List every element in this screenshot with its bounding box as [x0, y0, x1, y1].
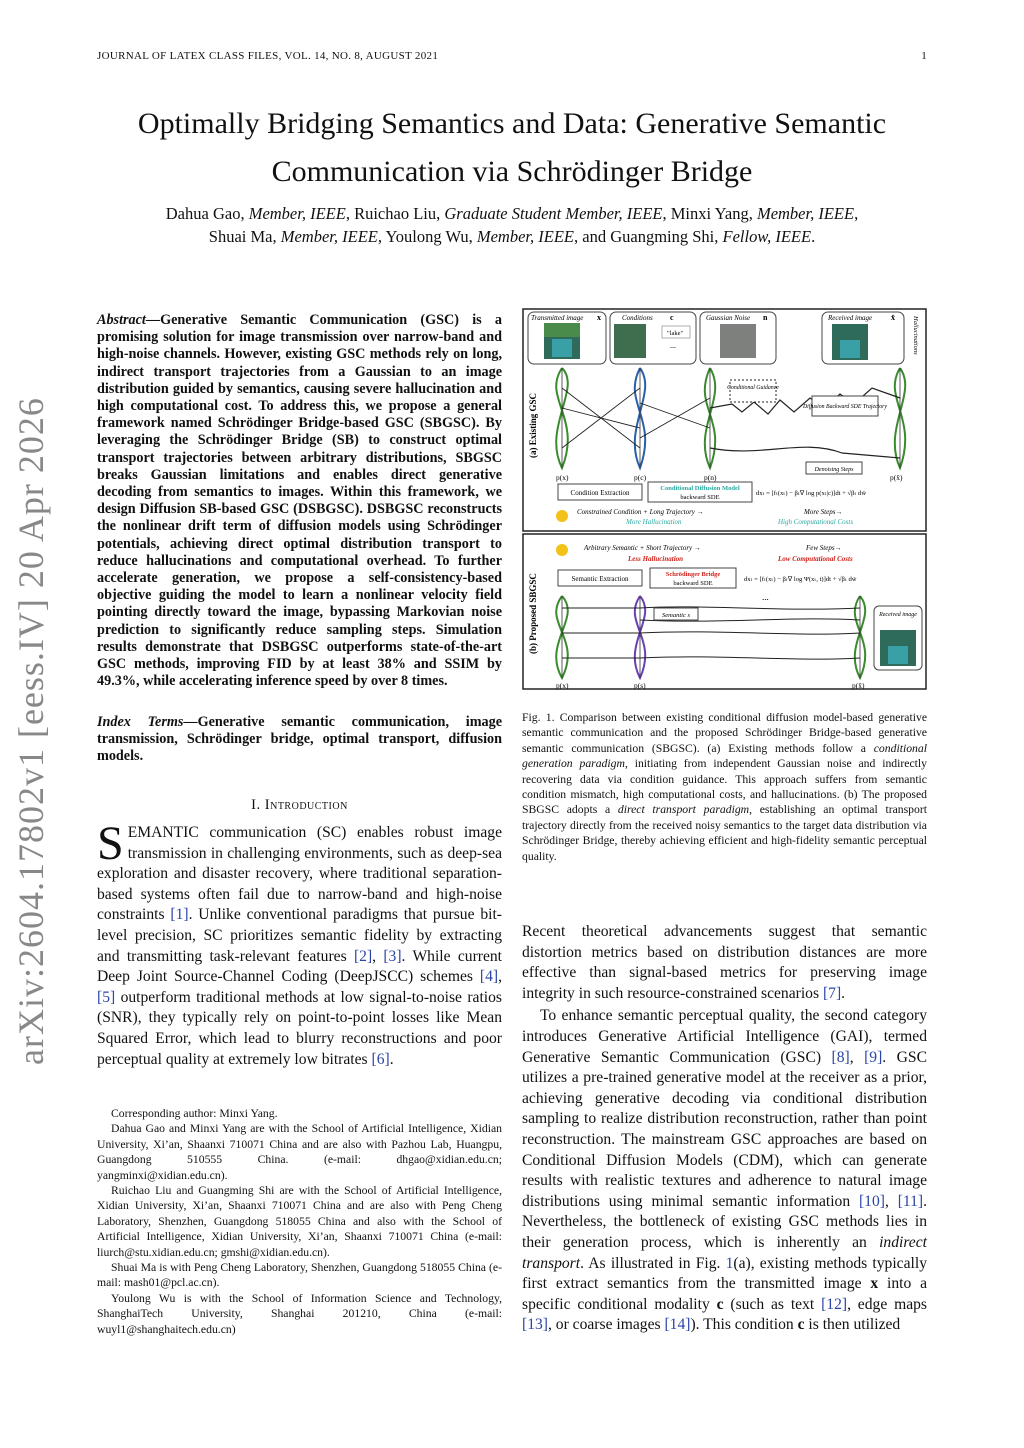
text-run: into a specific conditional modality [522, 1275, 927, 1313]
conditional-guidance-label: Conditional Guidance [727, 385, 779, 391]
paragraph [522, 922, 927, 1004]
citation-link[interactable]: [5] [97, 988, 116, 1006]
conditions-symbol: c [670, 313, 674, 322]
constrained-text: Constrained Condition + Long Trajectory → [577, 508, 704, 516]
text-run: , [849, 1048, 865, 1066]
figure-link[interactable]: 1 [725, 1254, 734, 1272]
journal-name: JOURNAL OF LATEX CLASS FILES, VOL. 14, NO. 8, AUGUST 2021 [97, 50, 439, 62]
math-symbol: c [716, 1295, 724, 1313]
text-run: . [389, 1050, 394, 1068]
citation-link[interactable]: [7] [822, 984, 842, 1002]
citation-link[interactable]: [8] [831, 1048, 850, 1066]
figure-1-diagram [522, 308, 927, 690]
intro-paragraph [97, 817, 502, 1070]
text-run: , [498, 968, 502, 986]
author-role: Member, IEEE [476, 227, 574, 246]
text-run: . As illustrated in Fig. [580, 1254, 726, 1272]
author-name: , Minxi Yang, [662, 204, 757, 223]
paragraph [522, 1006, 927, 1336]
footnote: Youlong Wu is with the School of Information Science and Technology, ShanghaiTech University, Shanghai 201210, China (e-mail: wuyl1@shanghaitech.edu.cn) [97, 1291, 502, 1336]
thumb-water [552, 339, 572, 357]
pn-label: p(n) [704, 473, 717, 482]
pc-label: p(c) [634, 473, 647, 482]
received-image-label: Received image [828, 314, 873, 322]
citation-link[interactable]: [4] [479, 968, 499, 986]
citation-link[interactable]: [2] [353, 947, 373, 965]
received-image-b-label: Received image [879, 612, 917, 618]
section-heading [97, 797, 502, 814]
drop-cap: S [97, 817, 124, 870]
footnote: Corresponding author: Minxi Yang. [111, 1107, 278, 1120]
author-name: , [854, 204, 859, 223]
condition-text: "lake" [667, 330, 684, 337]
semantic-extraction-label: Semantic Extraction [571, 575, 629, 583]
author-line-2 [80, 225, 944, 248]
author-list [80, 202, 944, 248]
index-terms-text: —Generative semantic communication, image transmission, Schrödinger bridge, optimal transport, diffusion models. [97, 714, 503, 765]
thumb-water [840, 340, 860, 358]
text-run: ). This condition [690, 1316, 798, 1334]
citation-link[interactable]: [9] [864, 1048, 883, 1066]
author-line-1 [80, 202, 944, 225]
running-header [97, 50, 927, 62]
arbitrary-text: Arbitrary Semantic + Short Trajectory → [584, 544, 701, 552]
thumb-water [888, 646, 908, 664]
conditional-guidance-box [730, 380, 776, 402]
low-cost-text: Low Computational Costs [778, 555, 853, 563]
noise-overlay [720, 324, 756, 358]
text-run: To enhance semantic perceptual quality, the second category introduces Generative Artificial Intelligence (GAI), termed Generative Semantic Communication (GSC) [522, 1007, 927, 1066]
page-number: 1 [921, 50, 927, 62]
citation-link[interactable]: [3] [383, 947, 402, 965]
ps-label: p(s) [634, 681, 646, 690]
text-run: Recent theoretical advancements suggest that semantic distortion metrics based on distribution distances are more effective than signal-based metrics for preserving image integrity in such resource-constrained scenarios [522, 923, 927, 1002]
equation-a: dxₜ = [fₜ(xₜ) − βₜ∇ log p(xₜ|c)]dt + √βₜ dw̄ [756, 490, 867, 497]
footnote: Ruichao Liu and Guangming Shi are with the School of Artificial Intelligence, Xidian University, Xi’an, Shaanxi 710071 China and are also with Peng Cheng Laboratory, Shenzhen, Guangdong 518055 China and also with the School of Artificial Intelligence, Xidian University, Xi’an, Shaanxi 710071 China (e-mail: liurch@stu.xidian.edu.cn; gmshi@xidian.edu.cn). [97, 1184, 502, 1259]
semantic-s-label: Semantic s [662, 612, 690, 619]
abstract [97, 312, 502, 690]
sb-subtitle: backward SDE [673, 580, 713, 587]
text-run: Comparison between existing conditional diffusion model-based generative semantic communication and the proposed Schrödinger Bridge-based generative semantic communication (SBGSC). (a) Existing methods follow a [522, 711, 928, 755]
px-label: p(x) [556, 473, 569, 482]
condition-extraction-label: Condition Extraction [570, 489, 630, 497]
text-run: EMANTIC communication (SC) enables robust image transmission in challenging environments, such as deep-sea exploration and disaster recovery, where traditional separation-based systems often fail due to narrow-band and high-noise constraints [97, 824, 502, 924]
text-run: direct transport paradigm [617, 803, 750, 817]
arxiv-watermark[interactable]: arXiv:2604.17802v1 [eess.IV] 20 Apr 2026 [11, 397, 51, 1065]
text-run: (such as text [723, 1295, 822, 1313]
author-name: , Youlong Wu, [377, 227, 477, 246]
text-run: (a), existing methods typically first extract semantics from the transmitted image [522, 1254, 927, 1293]
pxhat-label: p(x̂) [890, 473, 903, 482]
text-run: . While current Deep Joint Source-Channel Coding (DeepJSCC) schemes [97, 947, 502, 986]
paper-title: Optimally Bridging Semantics and Data: Generative Semantic Communication via Schrödinger Bridge [137, 107, 887, 188]
author-name: . [811, 227, 816, 246]
text-run: , [884, 1192, 898, 1210]
citation-link[interactable]: [6] [371, 1050, 390, 1068]
denoising-steps-label: Denoising Steps [814, 467, 854, 473]
citation-link[interactable]: [14] [664, 1316, 691, 1334]
citation-link[interactable]: [12] [821, 1295, 848, 1313]
transmitted-image-symbol: x [597, 313, 601, 322]
text-run: , establishing an optimal transport trajectory directly from the received noisy semantics to the target data distribution via Schrödinger Bridge, thereby achieving efficient and high-fidelity semantic perceptual quality. [522, 803, 928, 863]
text-run: . [841, 984, 846, 1002]
author-role: Member, IEEE [248, 204, 346, 223]
text-run: conditional generation paradigm [522, 741, 927, 771]
sb-title: Schrödinger Bridge [665, 571, 721, 578]
condition-image-thumb [614, 324, 646, 358]
text-run: outperform traditional methods at low signal-to-noise ratios (SNR), they typically rely on point-to-point losses like Mean Squared Error, which lead to blurry reconstructions and poor perceptual quality at extremely low bitrates [97, 988, 502, 1068]
author-name: Shuai Ma, [208, 227, 281, 246]
panel-b-label: (b) Proposed SBGSC [528, 573, 538, 654]
condition-ellipsis: ... [670, 341, 676, 350]
text-run: , initiating from independent Gaussian noise and indirectly recovering data via condition guidance. This approach suffers from semantic condition mismatch, high computational costs, and hallucinations. (b) The proposed SBGSC adopts a [522, 757, 927, 817]
author-name: , Ruichao Liu, [345, 204, 445, 223]
text-run: , edge maps [847, 1295, 927, 1313]
more-steps-text: More Steps→ [804, 508, 843, 516]
author-role: Fellow, IEEE [722, 227, 812, 246]
footnotes [97, 1106, 502, 1337]
hallucinations-label: Hallucinations [912, 316, 919, 355]
figure-caption [522, 710, 927, 864]
author-name: Dahua Gao, [165, 204, 249, 223]
thumb-trees [544, 323, 580, 337]
figure-1 [522, 308, 927, 690]
gaussian-noise-symbol: n [763, 313, 768, 322]
citation-link[interactable]: [11] [897, 1192, 924, 1210]
citation-link[interactable]: [13] [522, 1316, 548, 1334]
math-symbol: x [870, 1275, 879, 1293]
px-label-b: p(x) [556, 681, 569, 690]
panel-a-label: (a) Existing GSC [528, 392, 538, 458]
text-run: indirect transport [522, 1233, 927, 1272]
sad-face-icon [556, 510, 568, 522]
transmitted-image-label: Transmitted image [531, 314, 584, 322]
footnote: Shuai Ma is with Peng Cheng Laboratory, Shenzhen, Guangdong 518055 China (e-mail: mash01@pcl.ac.cn). [97, 1261, 502, 1290]
abstract-text: —Generative Semantic Communication (GSC) is a promising solution for image transmission over narrow-band and high-noise channels. However, existing GSC methods rely on long, indirect transport trajectories from a Gaussian to an image distribution guided by semantics, causing severe hallucination and high computational cost. To address this, we propose a general framework named Schrödinger Bridge-based GSC (SBGSC). By leveraging the Schrödinger Bridge (SB) to construct optimal transport trajectories between arbitrary distributions, SBGSC breaks Gaussian limitations and enables direct generative decoding from semantics to images. Within this framework, we design Diffusion SB-based GSC (DSBGSC). DSBGSC reconstructs the nonlinear drift term of diffusion models using Schrödinger potentials, achieving direct optimal distribution transport to reduce hallucinations and computational overhead. To further accelerate generation, we propose a self-consistency-based objective guiding the model to learn a nonlinear velocity field pointing directly toward the image, bypassing Markovian noise prediction to significantly reduce sampling steps. Simulation results demonstrate that DSBGSC outperforms state-of-the-art GSC methods, improving FID by at least 38% and SSIM by 49.3%, while accelerating inference speed by over 8 times. [97, 312, 502, 690]
gaussian-noise-label: Gaussian Noise [706, 314, 751, 322]
right-column-text [522, 922, 927, 1336]
text-run: is then utilized [804, 1316, 901, 1334]
received-image-symbol: x̂ [891, 313, 895, 322]
happy-face-icon [556, 544, 568, 556]
section-title: Introduction [264, 797, 348, 813]
text-run: , [372, 947, 384, 965]
citation-link[interactable]: [1] [170, 906, 189, 924]
author-role: Graduate Student Member, IEEE [444, 204, 663, 223]
index-terms [97, 714, 502, 766]
math-symbol: c [797, 1316, 805, 1334]
author-name: , and Guangming Shi, [574, 227, 723, 246]
text-run: . GSC utilizes a pre-trained generative model at the receiver as a prior, achieving generative decoding via conditional distribution sampling to realize distribution reconstruction, rather than point reconstruction. The mainstream GSC approaches are based on Conditional Diffusion Models (CDM), which can generate results with realistic textures and adherence to natural image distributions using minimal semantic information [522, 1048, 927, 1210]
conditions-label: Conditions [622, 314, 653, 322]
equation-b: dxₜ = [fₜ(xₜ) − βₜ∇ log Ψ(xₜ, t)]dt + √βₜ dw̄ [744, 576, 857, 583]
few-steps-text: Few Steps→ [806, 544, 842, 552]
index-terms-label: Index Terms [97, 714, 184, 730]
author-role: Member, IEEE [280, 227, 378, 246]
diffusion-backward-label: Diffusion Backward SDE Trajectory [803, 404, 887, 410]
pxhat-label-b: p(x̂) [852, 681, 865, 690]
author-role: Member, IEEE [756, 204, 855, 223]
abstract-label: Abstract [97, 312, 146, 328]
footnote: Dahua Gao and Minxi Yang are with the School of Artificial Intelligence, Xidian University, Xi’an, Shaanxi 710071 China and are also with Pazhou Lab, Huangpu, Guangdong 510555 China. (e-mail: dhgao@xidian.edu.cn; yangminxi@xidian.edu.cn). [97, 1122, 502, 1182]
text-run: , or coarse images [547, 1316, 665, 1334]
trajectory-ellipsis: ... [762, 592, 769, 602]
cdm-subtitle: backward SDE [680, 494, 720, 501]
more-hallucination-text: More Hallucination [626, 518, 682, 526]
caption-label: Fig. 1. [522, 711, 555, 724]
text-run: . Unlike conventional paradigms that pursue bit-level precision, SC prioritizes semantic fidelity by extracting and transmitting task-relevant features [97, 906, 502, 965]
less-hallucination-text: Less Hallucination [628, 555, 684, 563]
citation-link[interactable]: [10] [858, 1192, 885, 1210]
cdm-title: Conditional Diffusion Model [660, 485, 740, 492]
high-cost-text: High Computational Costs [778, 518, 854, 526]
text-run: . Nevertheless, the bottleneck of existing GSC methods lies in their generation process, which is inherently an [522, 1192, 927, 1251]
section-number: I. [251, 797, 261, 813]
